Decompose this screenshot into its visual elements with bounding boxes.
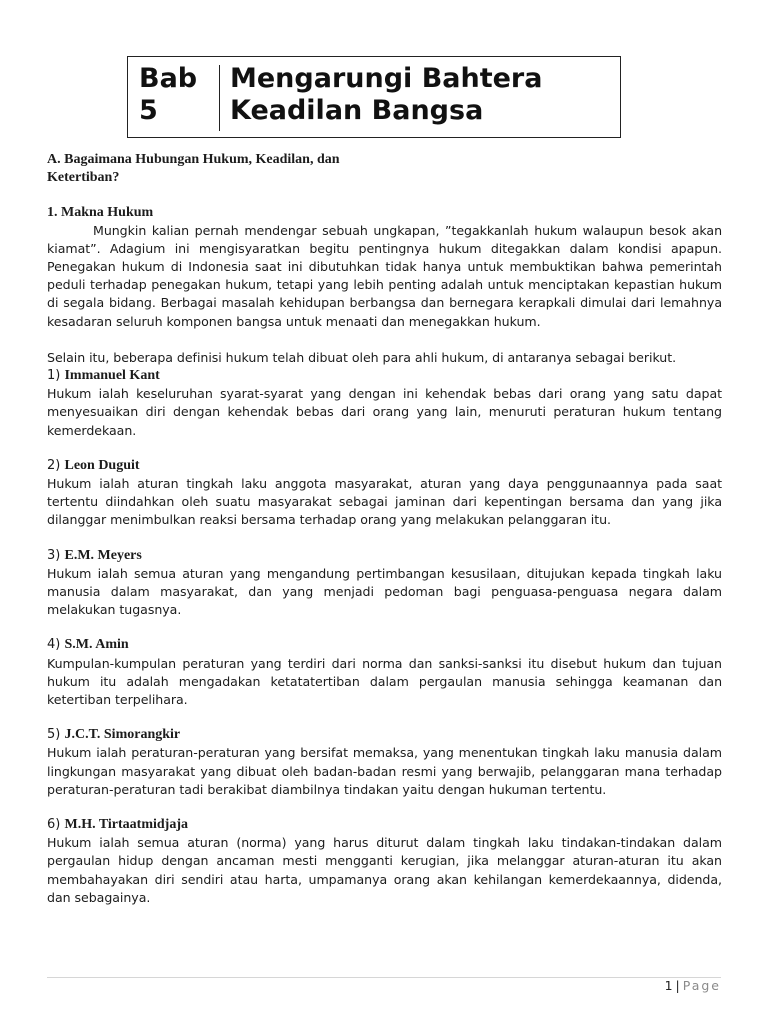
definition-title [47,726,722,744]
page-footer [665,978,721,993]
subsection-heading: 1. Makna Hukum [47,205,154,220]
definition-title [47,547,722,565]
definition-number: 2) [47,457,61,473]
footer-separator: | [675,978,680,993]
chapter-number: Bab 5 [139,63,198,126]
subsection-paragraph: Mungkin kalian pernah mendengar sebuah ungkapan, ”tegakkanlah hukum walaupun besok akan kiamat”. Adagium ini mengisyaratkan begitu pentingnya hukum ditegakkan dalam kondisi apapun. Penegakan hukum di Indonesia saat ini dibutuhkan tidak hanya untuk membuktikan bahwa pemerintah peduli terhadap penegakan hukum, tetapi yang lebih penting adalah untuk menciptakan kepastian hukum di segala bidang. Berbagai masalah kehidupan berbangsa dan bernegara kerapkali dimulai dari lemahnya kesadaran seluruh komponen bangsa untuk menaati dan menegakkan hukum. [47,222,722,329]
chapter-title: Mengarungi Bahtera Keadilan Bangsa [230,63,543,126]
section-heading-line1: A. Bagaimana Hubungan Hukum, Keadilan, dan [47,152,340,167]
definition-author: J.C.T. Simorangkir [64,727,181,743]
definition-title [47,816,722,834]
definition-item [47,726,722,799]
definition-title [47,457,722,475]
page-label: Page [682,978,721,993]
definition-author: M.H. Tirtaatmidjaja [64,816,189,832]
definition-text: Hukum ialah keseluruhan syarat-syarat yang dengan ini kehendak bebas dari orang yang satu dapat menyesuaikan diri dengan kehendak bebas dari orang yang lain, menuruti peraturan hukum tentang kemerdekaan. [47,386,722,438]
definition-item [47,457,722,530]
definition-item [47,636,722,709]
section-heading-line2: Ketertiban? [47,169,120,185]
definition-number: 1) [47,367,61,383]
section-heading [47,151,722,186]
definition-item [47,547,722,620]
page-number: 1 [664,978,673,993]
footer-divider [47,977,721,978]
definition-text: Hukum ialah aturan tingkah laku anggota masyarakat, aturan yang daya penggunaannya pada saat tertentu diindahkan oleh suatu masyarakat sebagai jaminan dari kepentingan bersama dan yang jika dilanggar menimbulkan reaksi bersama terhadap orang yang melakukan pelanggaran itu. [47,475,722,528]
definition-author: E.M. Meyers [64,547,142,563]
definition-item [47,367,722,440]
definition-author: Leon Duguit [64,457,140,473]
definition-number: 6) [47,816,61,832]
definition-text: Kumpulan-kumpulan peraturan yang terdiri dari norma dan sanksi-sanksi itu disebut hukum dan tujuan hukum itu adalah mengadakan ketatatertiban dalam pergaulan manusia sehingga keamanan dan ketertiban terpelihara. [47,655,722,707]
document-body [47,151,722,907]
definition-text: Hukum ialah semua aturan (norma) yang harus diturut dalam tingkah laku tindakan-tindakan dalam pergaulan hidup dengan ancaman mesti mengganti kerugian, jika melanggar aturan-aturan itu akan membahayakan diri sendiri atau harta, umpamanya orang akan kehilangan kemerdekaannya, didenda, dan sebagainya. [47,835,722,905]
definitions-intro: Selain itu, beberapa definisi hukum telah dibuat oleh para ahli hukum, di antaranya sebagai berikut. [47,349,677,365]
definition-text: Hukum ialah peraturan-peraturan yang bersifat memaksa, yang menentukan tingkah laku manusia dalam lingkungan masyarakat yang dibuat oleh badan-badan resmi yang berwajib, pelanggaran mana terhadap peraturan-peraturan tadi berakibat diambilnya tindakan yaitu dengan hukuman tertentu. [47,745,722,797]
definition-number: 3) [47,547,61,563]
definition-number: 4) [47,637,61,653]
definition-item [47,816,722,907]
chapter-title-box [127,56,621,138]
definition-title [47,367,722,385]
definition-text: Hukum ialah semua aturan yang mengandung pertimbangan kesusilaan, ditujukan kepada tingkah laku manusia dalam masyarakat, dan yang menjadi pedoman bagi penguasa-penguasa negara dalam melakukan tugasnya. [47,565,722,618]
title-divider [219,65,220,131]
definition-author: Immanuel Kant [64,367,160,383]
definition-number: 5) [47,727,61,743]
definition-title [47,636,722,654]
definition-author: S.M. Amin [64,637,129,653]
